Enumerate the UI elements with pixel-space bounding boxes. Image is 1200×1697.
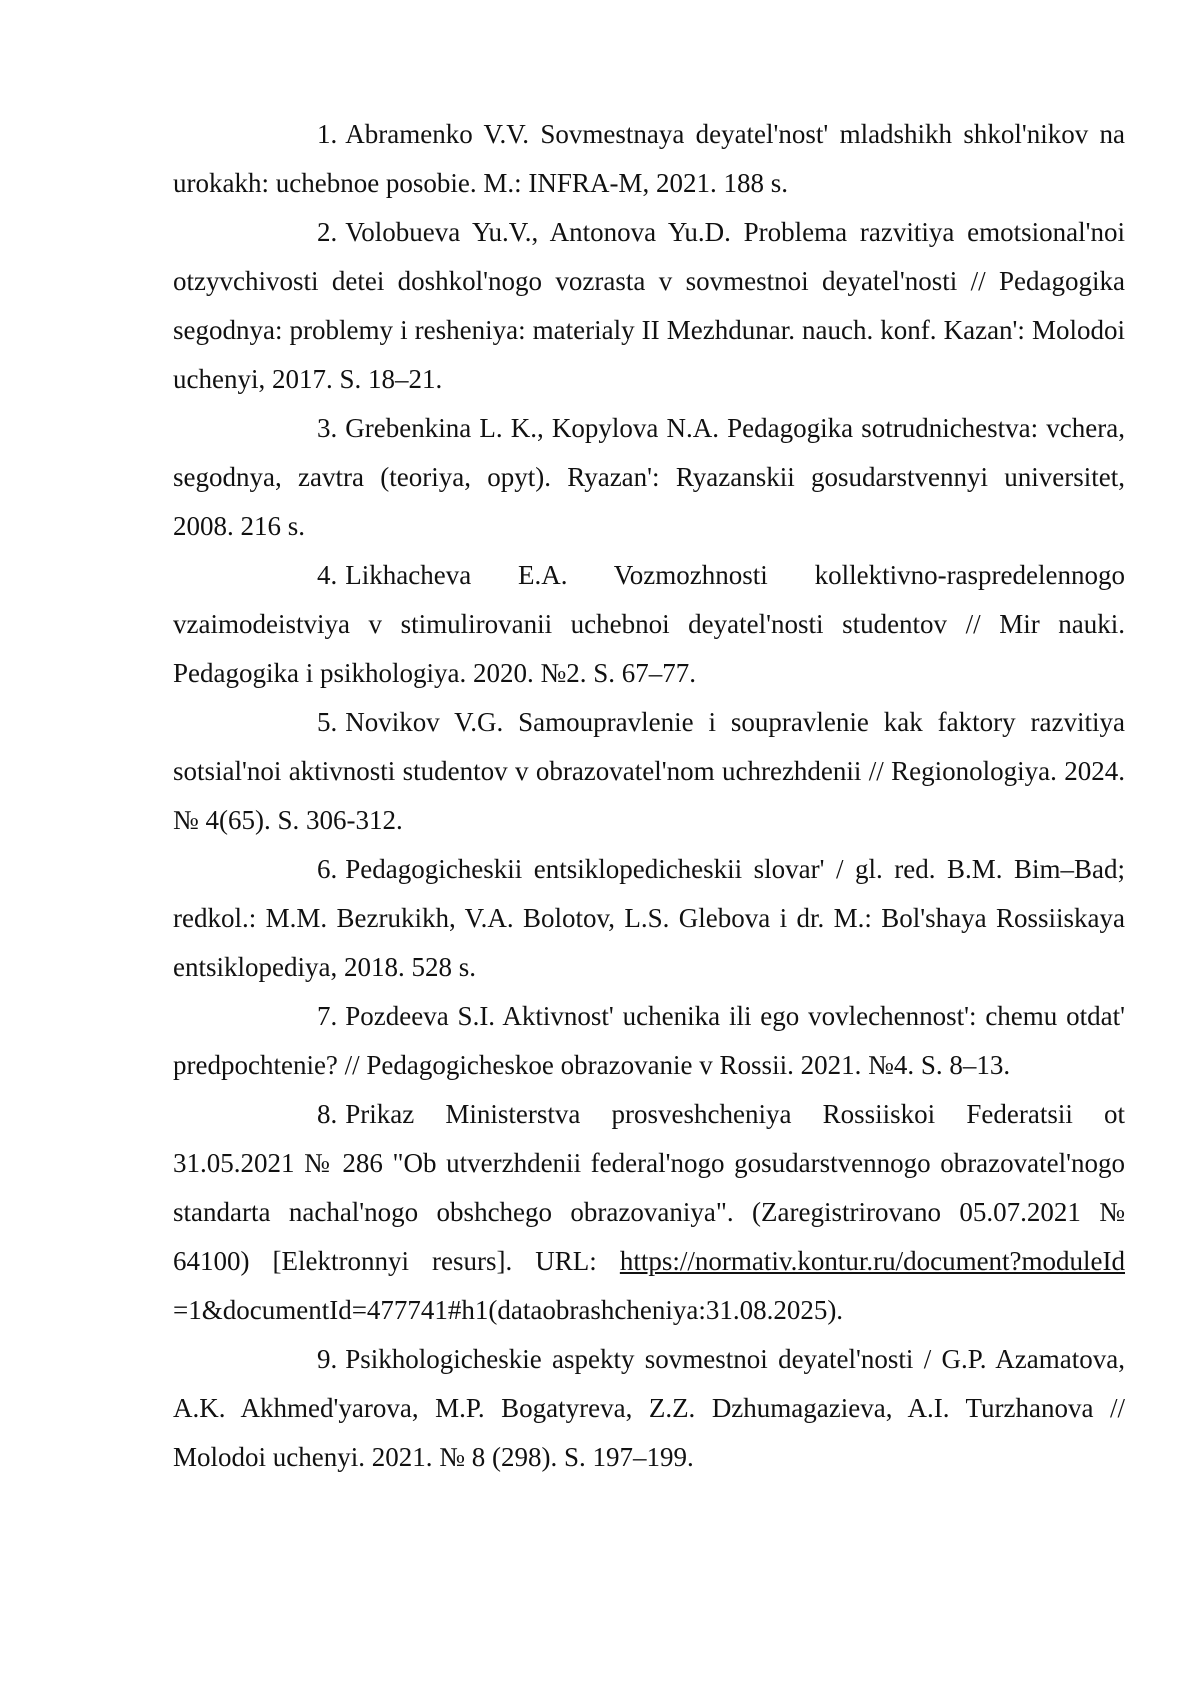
reference-number: 7. bbox=[317, 1001, 338, 1031]
reference-text: Pedagogicheskii entsiklopedicheskii slovar' / gl. red. B.M. Bim–Bad; redkol.: M.M. Bezrukikh, V.A. Bolotov, L.S. Glebova i dr. M.: Bol'shaya Rossiiskaya entsiklopediya, 2018. 528 s. bbox=[173, 854, 1125, 982]
reference-text: Abramenko V.V. Sovmestnaya deyatel'nost' mladshikh shkol'nikov na urokakh: uchebnoe posobie. M.: INFRA-M, 2021. 188 s. bbox=[173, 119, 1125, 198]
reference-number: 4. bbox=[317, 560, 338, 590]
reference-number: 5. bbox=[317, 707, 338, 737]
reference-number: 1. bbox=[317, 119, 338, 149]
reference-text: Grebenkina L. K., Kopylova N.A. Pedagogika sotrudnichestva: vchera, segodnya, zavtra (teoriya, opyt). Ryazan': Ryazanskii gosudarstvennyi universitet, 2008. 216 s. bbox=[173, 413, 1125, 541]
reference-text: Novikov V.G. Samoupravlenie i soupravlenie kak faktory razvitiya sotsial'noi aktivnosti studentov v obrazovatel'nom uchrezhdenii // Regionologiya. 2024. № 4(65). S. 306-312. bbox=[173, 707, 1125, 835]
reference-text: Psikhologicheskie aspekty sovmestnoi deyatel'nosti / G.P. Azamatova, A.K. Akhmed'yarova, M.P. Bogatyreva, Z.Z. Dzhumagazieva, A.I. Turzhanova // Molodoi uchenyi. 2021. № 8 (298). S. 197–199. bbox=[173, 1344, 1125, 1472]
reference-url-link[interactable]: https://normativ.kontur.ru/document?moduleId bbox=[619, 1246, 1126, 1276]
reference-item-7 bbox=[173, 992, 1125, 1090]
reference-list bbox=[173, 110, 1125, 1482]
reference-text-after-url: =1&documentId=477741#h1(dataobrashcheniya:31.08.2025). bbox=[173, 1295, 844, 1325]
reference-text: Pozdeeva S.I. Aktivnost' uchenika ili ego vovlechennost': chemu otdat' predpochtenie? // Pedagogicheskoe obrazovanie v Rossii. 2021. №4. S. 8–13. bbox=[173, 1001, 1125, 1080]
reference-number: 8. bbox=[317, 1099, 338, 1129]
reference-item-8 bbox=[173, 1090, 1125, 1335]
reference-number: 3. bbox=[317, 413, 338, 443]
reference-item-6 bbox=[173, 845, 1125, 992]
reference-text: Volobueva Yu.V., Antonova Yu.D. Problema razvitiya emotsional'noi otzyvchivosti detei doshkol'nogo vozrasta v sovmestnoi deyatel'nosti // Pedagogika segodnya: problemy i resheniya: materialy II Mezhdunar. nauch. konf. Kazan': Molodoi uchenyi, 2017. S. 18–21. bbox=[173, 217, 1125, 394]
reference-number: 2. bbox=[317, 217, 338, 247]
reference-item-1 bbox=[173, 110, 1125, 208]
reference-text: Prikaz Ministerstva prosveshcheniya Rossiiskoi Federatsii ot 31.05.2021 № 286 "Ob utverzhdenii federal'nogo gosudarstvennogo obrazovatel'nogo standarta nachal'nogo obshchego obrazovaniya". (Zaregistrirovano 05.07.2021 № 64100) [Elektronnyi resurs]. URL: bbox=[173, 1099, 1125, 1276]
reference-item-3 bbox=[173, 404, 1125, 551]
reference-item-4 bbox=[173, 551, 1125, 698]
reference-number: 6. bbox=[317, 854, 338, 884]
reference-item-5 bbox=[173, 698, 1125, 845]
reference-item-9 bbox=[173, 1335, 1125, 1482]
reference-item-2 bbox=[173, 208, 1125, 404]
reference-number: 9. bbox=[317, 1344, 338, 1374]
reference-text: Likhacheva E.A. Vozmozhnosti kollektivno-raspredelennogo vzaimodeistviya v stimulirovanii uchebnoi deyatel'nosti studentov // Mir nauki. Pedagogika i psikhologiya. 2020. №2. S. 67–77. bbox=[173, 560, 1125, 688]
